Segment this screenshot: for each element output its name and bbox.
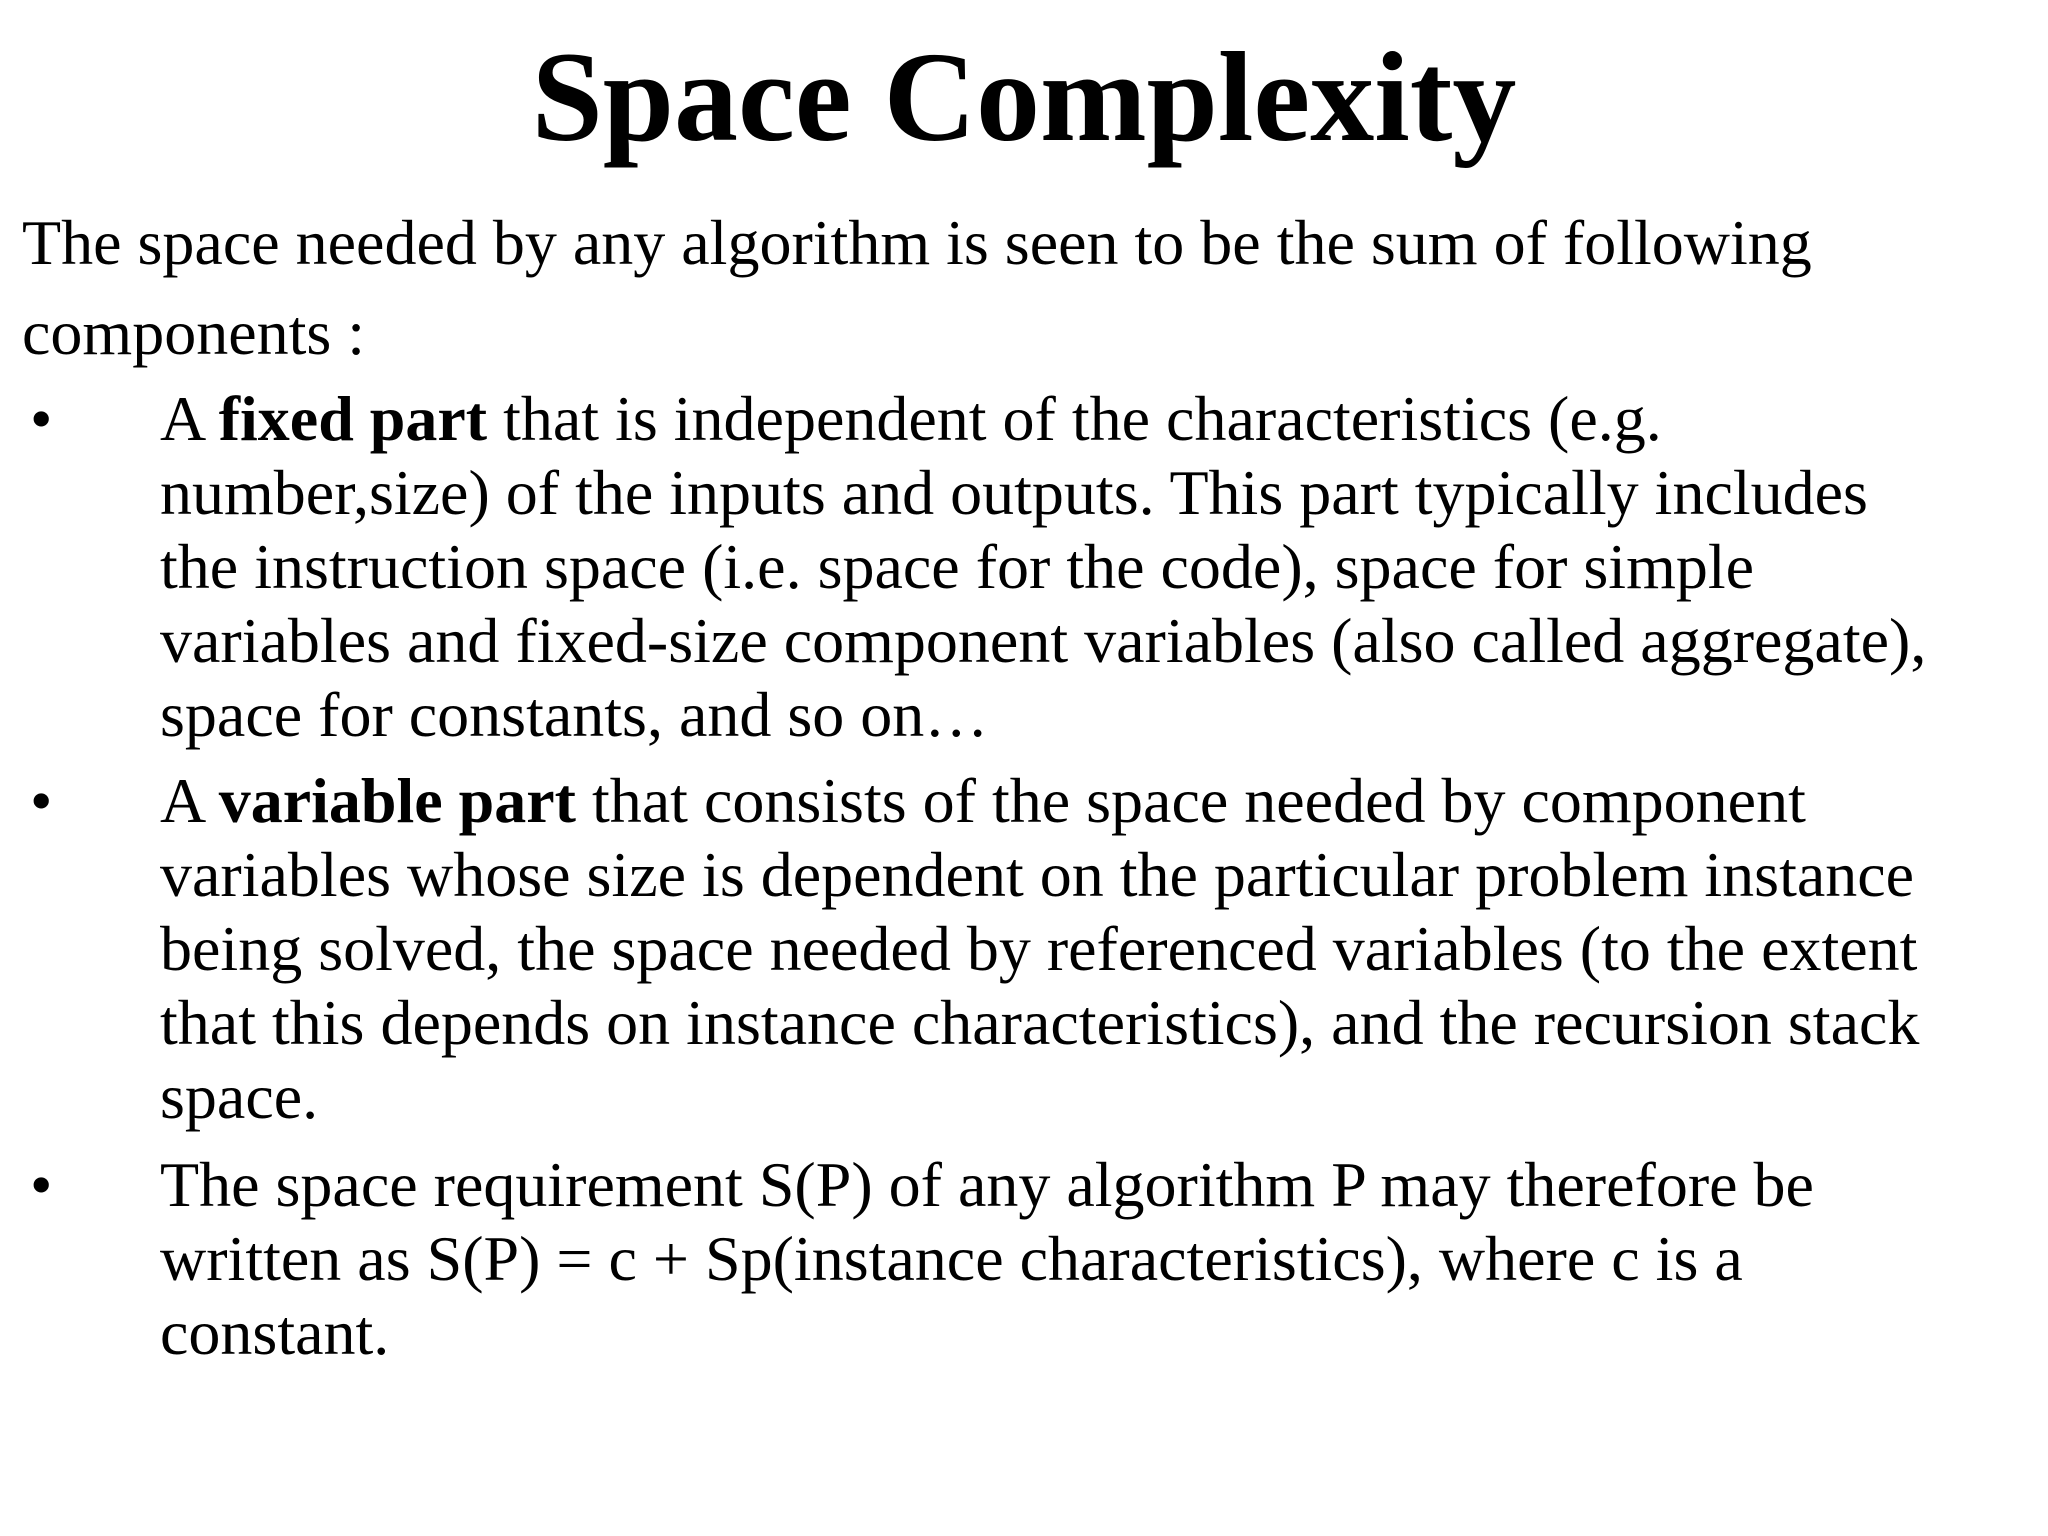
bullet-icon: • [30, 1149, 53, 1220]
bullet-lead: A [160, 383, 219, 454]
bullet-fixed-part [0, 382, 1960, 752]
bullet-text: that is independent of the characteristics (e.g. number,size) of the inputs and outputs. This part typically includes the instruction space (i.e. space for the code), space for simple variables and fixed-size component variables (also called aggregate), space for constants, and so on… [160, 383, 1927, 750]
bullet-variable-part [0, 764, 1960, 1134]
bullet-lead: A [160, 765, 219, 836]
bullet-list [0, 382, 2048, 1370]
bullet-space-requirement [0, 1148, 1960, 1370]
bullet-text: that consists of the space needed by component variables whose size is dependent on the particular problem instance being solved, the space needed by referenced variables (to the extent that this depends on instance characteristics), and the recursion stack space. [160, 765, 1920, 1132]
bullet-keyword: variable part [218, 765, 576, 836]
bullet-keyword: fixed part [218, 383, 488, 454]
slide-title: Space Complexity [531, 26, 1517, 168]
bullet-text: The space requirement S(P) of any algorithm P may therefore be written as S(P) = c + Sp(instance characteristics), where c is a constant. [160, 1149, 1814, 1368]
bullet-icon: • [30, 765, 53, 836]
bullet-icon: • [30, 383, 53, 454]
intro-paragraph: The space needed by any algorithm is seen to be the sum of following components : [22, 207, 1812, 368]
